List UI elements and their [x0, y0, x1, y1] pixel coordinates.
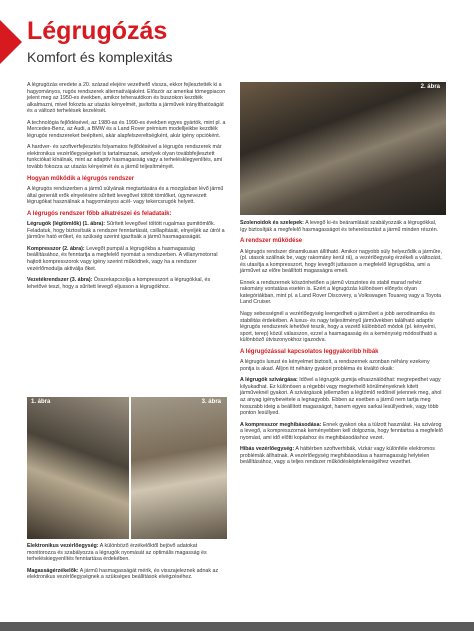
component-title: Szolenoidok és szelepek: [240, 220, 304, 226]
fault-compressor [240, 422, 444, 442]
component-text: A jármű hasmagasságát mérik, és visszajeleznek adnak az elektronikus vezérlőegységnek a szükséges beállítások elvégzéséhez. [27, 567, 219, 581]
page-subtitle: Komfort és komplexitás [27, 49, 173, 65]
development-paragraph: A hardver- és szoftverfejlesztés folyamatos fejlődésével a légrugós rendszerek már elektronikus vezérlőegységeket is tartalmaznak, amelyek olyan továbbfejlesztett funkciókat kínálnak, mint az adaptív hasmagasság vagy a terhelésklegyenlítés, ami tovább fokozza az utazás kényelmét és a jármű teljesítményét. [27, 144, 223, 171]
component-text: A levegő ki-és beáramlását szabályozzák a légrugókkal, így biztosítják a megfelelő hasmagasságot és teherelosztást a jármű minden részén. [240, 220, 439, 233]
component-title: Kompresszor (2. ábra): [27, 245, 85, 252]
how-it-works-heading: Hogyan működik a légrugós rendszer [27, 175, 135, 182]
figure-label: 2. ábra [420, 84, 440, 90]
component-text: Összekapcsolja a kompresszort a légrugókkal, és lehetővé teszi, hogy a sűrített levegő eljusson a légrugókhoz. [27, 277, 211, 290]
component-title: Magasságérzékelők: [27, 567, 79, 574]
components-heading: A légrugós rendszer főbb alkatrészei és feladataik: [27, 210, 172, 217]
common-faults-heading: A légrugózással kapcsolatos leggyakoribb hibák [240, 348, 379, 355]
fault-air-spring-leak [240, 377, 444, 416]
red-corner-marker [0, 20, 22, 64]
how-it-works-paragraph: A légrugós rendszerben a jármű súlyának megtartására és a mozgásban lévő jármű által generált erők elnyelésére sűrített levegővel töltött tömlőket, úgynevezett légrugókat használnak a hagyományos acél- vagy tekercsrugók helyett. [27, 186, 224, 206]
figure-3-lines-photo [131, 397, 227, 539]
operation-heading: A rendszer működése [240, 238, 303, 245]
fault-text: Ennek gyakori oka a túlzott használat. Ha szivárog a levegő, a kompresszornak keményebben kell dolgoznia, hogy fenntartsa a megfelelő nyomást, ami idő előtti kopáshoz és meghibásodáshoz vezet. [240, 421, 443, 441]
fault-title: Hibás vezérlőegység: [240, 446, 295, 453]
intro-paragraph: A légrugózás eredete a 20. század elejére vezethető vissza, ekkor fejlesztették ki a hagyományos, rugós rendszerek alternatívájaként. Először az amerikai tömegpiacon jelent meg az 1950-es években, amikor teherautókon és buszokon kezdték alkalmazni, mivel fokozta az utazás kényelmét, javította a járművek irányíthatóságát és a változó terhelések kezelését. [27, 82, 226, 115]
footer-bar [0, 622, 474, 631]
left-column [27, 82, 227, 295]
page-title: Légrugózás [27, 17, 168, 45]
component-text: Sűrített levegővel töltött rugalmas gumitömlők. Feladatuk, hogy biztosítsák a rendszer fenntartását, csillapítását, elnyeljék az útról a járműre ható erőket, és szükség szerint igazítsák a jármű hasmagasságát. [27, 221, 225, 241]
fault-ecu [240, 446, 444, 466]
operation-paragraph-1: A légrugós rendszer dinamikusan állítható. Amikor nagyobb súly helyeződik a járműre, (pl. utasok szállnak be, vagy rakomány kerül rá), a vezérlőegység érzékeli a változást, és utasítja a kompresszort, hogy levegőt juttasson a megfelelő légrugókba, ami a járművet az előre beállított magasságra emeli. [240, 248, 442, 275]
figure-label: 3. ábra [201, 399, 221, 405]
operation-paragraph-3: Nagy sebességnél a vezérlőegység leengedheti a járművet a jobb aerodinamika és stabilitás érdekében. A luxus- és nagy teljesítményű járművekben található adaptív légrugós rendszerek lehetővé teszik, hogy a vezető különböző módok (pl. kényelmi, sport, terep) közül válasszon, ezzel a hasmagasság és a keménység módosítható a különböző útviszonyokhoz igazodva. [240, 311, 437, 344]
fault-title: A kompresszor meghibásodása: [240, 421, 322, 428]
figure-2-compressor-photo [240, 82, 446, 215]
figure-label: 1. ábra [31, 399, 51, 405]
figure-1-air-spring-photo [27, 397, 129, 539]
component-title: Elektronikus vezérlőegység: [27, 543, 99, 549]
component-compressor [27, 246, 227, 272]
component-text: A különböző érzékelőktől bejövő adatokat monitorozza és szabályozza a légrugók nyomását az optimális magasság és terheléskiegyenlítés fenntartása érdekében. [27, 543, 207, 563]
left-column-bottom [27, 543, 227, 586]
fault-text: Idővel a légrugók gumija elhasználódhat: megrepedhet vagy kilyukadhat. Ez különösen a régebbi vagy megterhelő körülményeknek kitett járműveknél gyakori. A szivárgások jellemzően a légtömlő redőinél jelennek meg, ahol az anyag igénybevétele a legnagyobb. Ebben az esetben a jármű nem tartja meg hosszabb ideig a beállított magasságot, hanem egyes sarkai lesüllyednek, vagy több ponton lesüllyed. [240, 377, 442, 417]
component-title: Légrugók (légtömlők) (1. ábra): [27, 221, 105, 228]
technology-paragraph: A technológia fejlődésével, az 1980-as és 1990-es években egyes gyártók, mint pl. a Mercedes-Benz, az Audi, a BMW és a Land Rover prémium modelljeikbe kezdték légrugós rendszereket beépíteni, akár alapfelszereltségként, akár igény opcióként. [27, 119, 226, 139]
fault-title: A légrugók szivárgása: [240, 377, 298, 384]
component-solenoids [240, 220, 444, 233]
component-text: Levegőt pumpál a légrugókba a hasmagasság beállításához, és fenntartja a megfelelő nyomást a rendszerben. A villanymotorral hajtott kompresszorok vagy igény szerint működnek, vagy ha a rendszer vezérlőmodulja aktiválja őket. [27, 245, 218, 272]
common-faults-intro: A légrugós luxust és kényelmet biztosít, a rendszernek azonban néhány ezekeny pontja is akad. Álljon itt néhány gyakori probléma és kiváltó okaik: [240, 359, 430, 372]
component-height-sensors [27, 568, 227, 581]
component-title: Vezetékrendszer (3. ábra): [27, 277, 93, 284]
component-lines [27, 277, 227, 290]
component-ecu [27, 543, 227, 563]
component-air-springs [27, 221, 227, 241]
right-column [240, 220, 444, 471]
fault-text: A háttérben szoftverhibák, vízkár vagy különféle elektromos problémák állhatnak. A vezérlőegység meghibásodása a hasmagasság helytelen beállításához, vagy a teljes rendszer működésképtelenségéhez vezethet. [240, 446, 435, 466]
operation-paragraph-2: Ennek a rendszernek köszönhetően a jármű vízszintes és stabil marad nehéz rakomány vontatása esetén is. Ezért a légrugózás különösen előnyös olyan kategóriákban, mint pl. a Land Rover Discovery, a Volkswagen Touareg vagy a Toyota Land Cruiser. [240, 279, 442, 306]
